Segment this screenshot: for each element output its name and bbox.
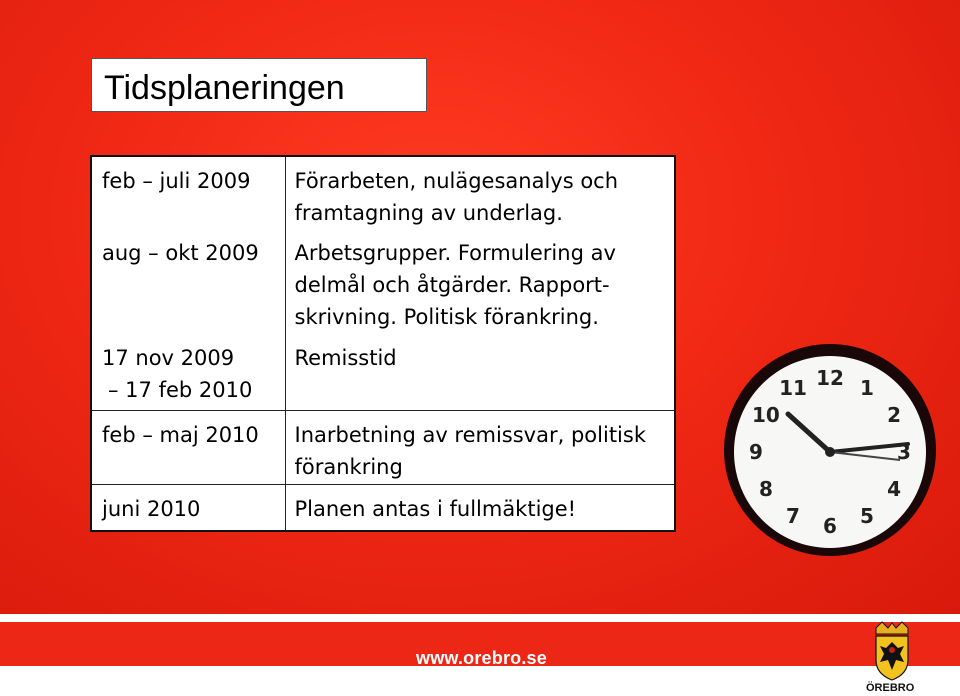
clock-number: 10 <box>751 403 780 427</box>
crest-label: ÖREBRO <box>866 682 915 694</box>
row-date: feb – maj 2010 <box>91 410 285 484</box>
table-row <box>91 156 675 229</box>
row-text: Arbetsgrupper. Formulering av delmål och åtgärder. Rapport-skrivning. Politisk förankring. <box>294 241 616 329</box>
table-row <box>91 334 675 410</box>
row-text: Inarbetning av remissvar, politisk förankring <box>285 410 675 484</box>
clock-number: 7 <box>786 504 800 529</box>
clock-number: 3 <box>897 440 911 464</box>
wall-clock-image <box>720 340 940 560</box>
row-text: Förarbeten, nulägesanalys och framtagning av underlag. <box>294 169 619 225</box>
row-date-line2: – 17 feb 2010 <box>108 378 253 402</box>
slide-title: Tidsplaneringen <box>104 69 345 107</box>
clock-number: 5 <box>860 504 874 529</box>
title-box <box>91 58 427 112</box>
table-row <box>91 229 675 334</box>
clock-number: 2 <box>887 403 902 427</box>
clock-number: 4 <box>887 477 902 501</box>
row-date: aug – okt 2009 <box>91 229 285 334</box>
clock-number: 9 <box>749 440 763 464</box>
table-row <box>91 410 675 484</box>
clock-number: 11 <box>779 375 807 400</box>
table-row <box>91 484 675 531</box>
clock-number: 1 <box>860 375 874 400</box>
row-text: Planen antas i fullmäktige! <box>285 484 675 531</box>
row-date-line1: 17 nov 2009 <box>102 346 235 370</box>
schedule-table <box>90 155 676 532</box>
row-date: feb – juli 2009 <box>91 156 285 229</box>
clock-number: 6 <box>823 514 837 538</box>
row-text: Remisstid <box>294 346 397 370</box>
row-date <box>91 334 285 410</box>
clock-number: 8 <box>758 477 773 501</box>
clock-center <box>825 447 835 457</box>
orebro-crest-logo <box>872 620 912 682</box>
clock-number: 12 <box>816 366 844 390</box>
row-date: juni 2010 <box>91 484 285 531</box>
footer-url[interactable]: www.orebro.se <box>416 648 547 668</box>
